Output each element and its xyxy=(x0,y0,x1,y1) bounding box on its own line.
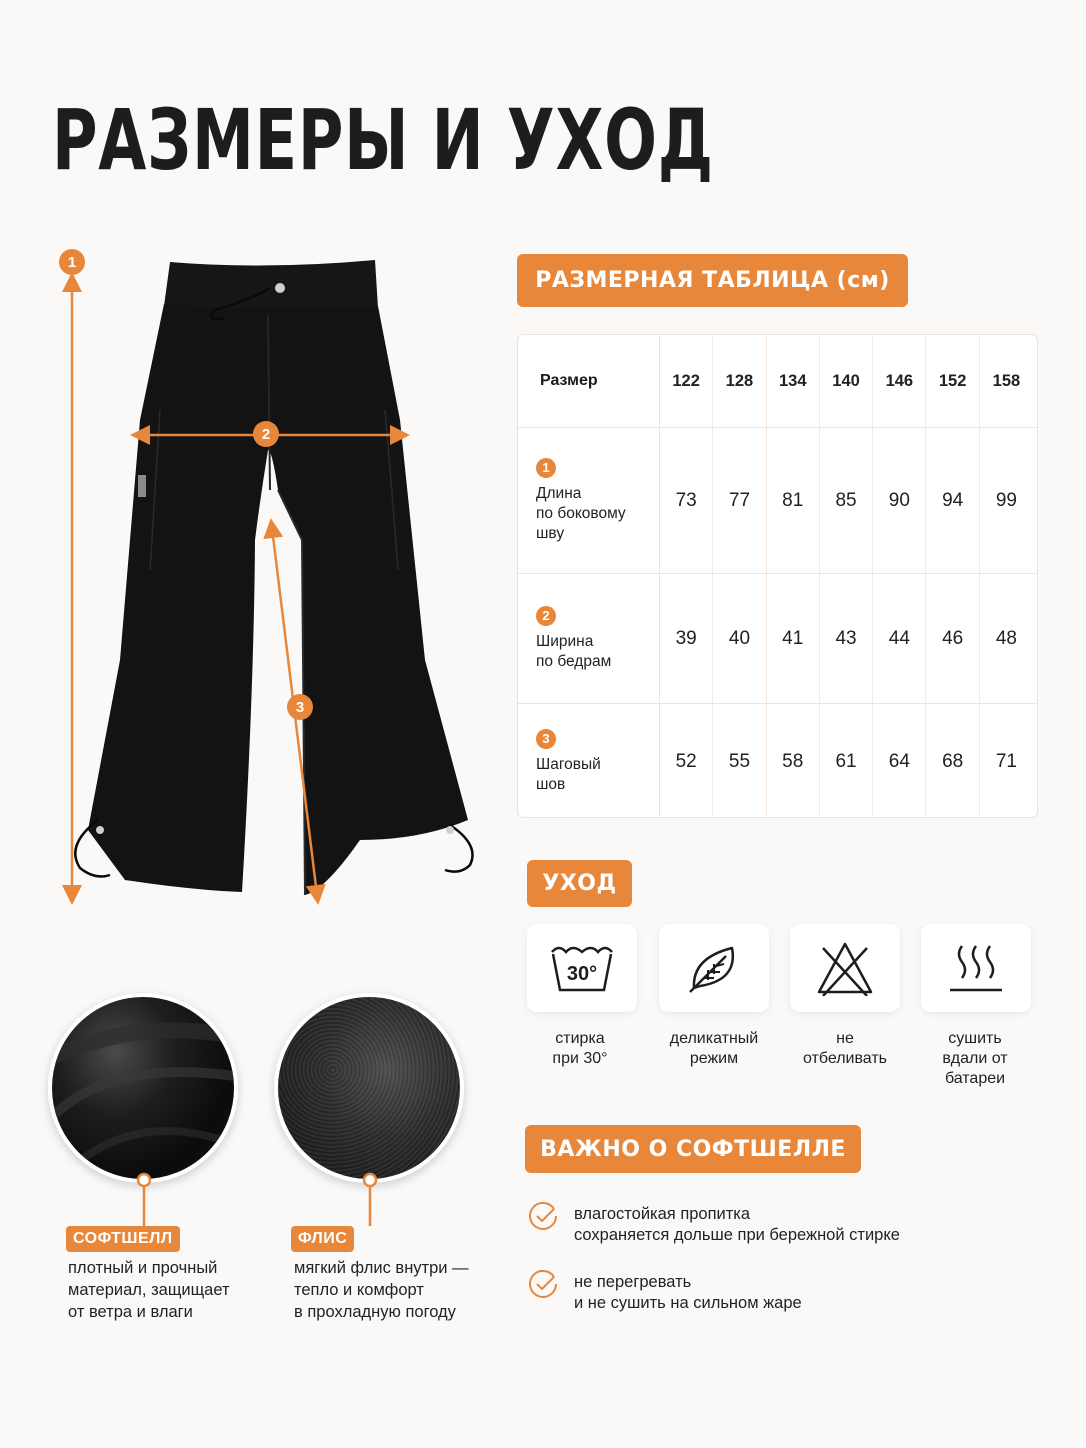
care-label: сушить вдали от батареи xyxy=(942,1030,1008,1087)
table-row xyxy=(518,573,1037,703)
table-cell: 68 xyxy=(926,704,979,818)
size-header: 122 xyxy=(660,335,713,427)
table-cell: 61 xyxy=(820,704,873,818)
row-label: Ширина по бедрам xyxy=(536,632,612,670)
table-cell: 44 xyxy=(873,574,926,703)
table-cell: 99 xyxy=(995,489,1017,511)
svg-text:30°: 30° xyxy=(566,963,598,985)
table-header-row xyxy=(518,335,1037,427)
table-cell: 55 xyxy=(713,704,766,818)
softshell-heading: ВАЖНО О СОФТШЕЛЛЕ xyxy=(525,1125,861,1173)
table-cell: 41 xyxy=(767,574,820,703)
table-cell: 52 xyxy=(660,704,713,818)
svg-text:2: 2 xyxy=(261,426,271,443)
row-number-badge: 3 xyxy=(536,729,556,749)
check-circle-icon xyxy=(527,1268,559,1300)
care-label: деликатный режим xyxy=(669,1030,759,1067)
size-header: 128 xyxy=(713,335,766,427)
marker-3 xyxy=(287,694,313,720)
size-table xyxy=(517,334,1038,818)
fleece-fabric-image xyxy=(274,993,464,1183)
table-cell: 39 xyxy=(660,574,713,703)
table-cell: 94 xyxy=(926,428,979,573)
size-header: 152 xyxy=(926,335,979,427)
softshell-connector xyxy=(134,1170,154,1230)
softshell-description: плотный и прочный материал, защищает от ветра и влаги xyxy=(68,1259,230,1321)
row-label: Длина по боковому шву xyxy=(536,484,626,542)
row-number-badge: 2 xyxy=(536,606,556,626)
table-cell: 58 xyxy=(767,704,820,818)
page-title: РАЗМЕРЫ И УХОД xyxy=(52,91,714,189)
check-circle-icon xyxy=(527,1200,559,1232)
svg-text:3: 3 xyxy=(295,699,305,716)
row-number-badge: 1 xyxy=(536,458,556,478)
marker-1 xyxy=(59,249,85,275)
note-item: не перегревать и не сушить на сильном жаре xyxy=(574,1273,802,1312)
table-cell: 64 xyxy=(873,704,926,818)
marker-2 xyxy=(253,421,279,447)
care-label: не отбеливать xyxy=(802,1030,888,1067)
pants-waistband xyxy=(164,260,378,311)
pants-illustration xyxy=(40,240,500,910)
leaf-icon xyxy=(686,940,742,996)
wash-30-icon xyxy=(547,940,617,996)
fleece-label: ФЛИС xyxy=(291,1226,354,1252)
note-item: влагостойкая пропитка сохраняется дольше при бережной стирке xyxy=(574,1205,900,1244)
fleece-description: мягкий флис внутри — тепло и комфорт в прохладную погоду xyxy=(294,1259,469,1321)
care-label: стирка при 30° xyxy=(552,1030,608,1067)
no-bleach-icon xyxy=(815,940,875,996)
softshell-fabric-image xyxy=(48,993,238,1183)
table-cell: 43 xyxy=(820,574,873,703)
header-label: Размер xyxy=(518,335,660,427)
table-row xyxy=(518,703,1037,818)
table-cell: 46 xyxy=(926,574,979,703)
size-header: 146 xyxy=(873,335,926,427)
size-header: 134 xyxy=(767,335,820,427)
svg-text:1: 1 xyxy=(67,254,77,271)
row-label: Шаговый шов xyxy=(536,755,601,793)
size-table-heading: РАЗМЕРНАЯ ТАБЛИЦА (см) xyxy=(517,254,908,307)
table-cell: 85 xyxy=(820,428,873,573)
care-heading: УХОД xyxy=(527,860,632,907)
fleece-connector xyxy=(360,1170,380,1230)
table-cell: 90 xyxy=(873,428,926,573)
care-item-wash xyxy=(527,924,637,1012)
softshell-label: СОФТШЕЛЛ xyxy=(66,1226,180,1252)
table-row xyxy=(518,427,1037,573)
table-cell: 71 xyxy=(995,750,1017,772)
heat-icon xyxy=(946,940,1006,996)
table-cell: 81 xyxy=(767,428,820,573)
size-header: 158 xyxy=(992,371,1021,390)
table-cell: 48 xyxy=(995,627,1017,649)
care-item-dry-away xyxy=(921,924,1031,1012)
table-cell: 40 xyxy=(713,574,766,703)
care-item-no-bleach xyxy=(790,924,900,1012)
care-item-delicate xyxy=(659,924,769,1012)
table-cell: 73 xyxy=(660,428,713,573)
pants-body xyxy=(88,304,468,895)
table-cell: 77 xyxy=(713,428,766,573)
size-header: 140 xyxy=(820,335,873,427)
